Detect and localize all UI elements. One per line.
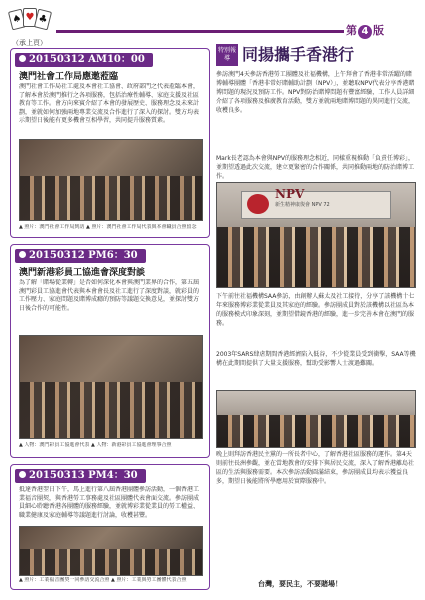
section-title: 澳門社會工作局應邀蒞臨 <box>19 72 119 82</box>
section-2 <box>10 244 210 458</box>
section-body: 為了解「賭場從業轉」是否如何深化本會與澳門業界的合作，第五屆澳門彩員工協進會代表與本會會長及社工進行了深度對談，就彩員的工作壓力、家庭問題及賭博成癮的預防等議題交換意見，並探討雙方日後合作的可能性。 <box>19 279 200 312</box>
section-body: 抵達香港翌日下午，馬上進行第八屆香港團體參訪活動，一個香港工業福音團契，與香港勞工事務處及社區團體代表會面交流。參訪團成員細心聆聽香港各團體的服務經驗，並就博彩業從業員的勞工權益、職業健康及家庭輔導等議題進行討論，收穫甚豐。 <box>19 486 200 519</box>
article-title: 同揚攜手香港行 <box>242 45 355 64</box>
header-rule <box>56 30 344 33</box>
club-card-icon: ♣ <box>34 9 52 31</box>
section-photo <box>19 526 203 576</box>
section-photo <box>19 139 203 221</box>
continued-label: （承上頁） <box>12 39 47 47</box>
sign-text: NPV <box>275 187 305 201</box>
section-1 <box>10 48 210 238</box>
section-title: 澳門新港彩員工協進會深度對談 <box>19 268 146 278</box>
page-prefix: 第 <box>346 24 357 37</box>
section-date: 20150313 PM4：30 <box>29 470 138 481</box>
special-report-badge: 特別報導 <box>216 44 238 66</box>
article-paragraph-1: 參訪澳門4天參訪香港勞工團體及社福機構，上午拜會了香港非常活躍的賭博輔導團體「香港非常好賭輔助計劃（NPV）」，並聽取NPV代表分享香港賭博問題的現況及預防工作。NPV對防治賭博問題有豐富經驗，工作人員詳細介紹了各項服務及推廣教育活動，雙方並就兩地賭博問題的異同進行交流，收穫良多。 <box>216 71 415 114</box>
bullet-dot-icon <box>19 471 26 478</box>
page-header <box>0 0 425 40</box>
page-suffix: 版 <box>373 24 384 37</box>
heart-card-icon: ♥ <box>23 8 37 27</box>
bullet-dot-icon <box>19 251 26 258</box>
npv-logo-icon <box>247 194 269 214</box>
playing-cards-logo <box>10 8 54 32</box>
section-date-bar <box>15 53 153 67</box>
npv-group-photo <box>216 182 416 288</box>
page-number-label <box>346 22 384 39</box>
group-photo-2 <box>216 390 416 448</box>
section-date-bar <box>15 249 146 263</box>
bullet-dot-icon <box>19 55 26 62</box>
section-photo <box>19 335 203 439</box>
section-3 <box>10 464 210 590</box>
article-paragraph-2: Mark長老認為本會與NPV的服務理念相近，同樣重視推動「負責任博彩」，並期望透過此次交流，建立更緊密的合作關係，共同推動兩地的防治賭博工作。 <box>216 155 415 180</box>
photo-caption: ▲ 照片：澳門社會工作局到訪 ▲ 照片：澳門社會工作局代表與本會職員合照留念 <box>19 224 197 230</box>
article-paragraph-5: 晚上則拜訪香港民主黨的一所長者中心，了解香港社區服務的運作。第4天則前往長洲參觀，並在當地教會的安排下與居民交流，深入了解香港離島社區的生活與服務需要。本次參訪活動圓滿結束，參訪團成員均表示獲益良多，期望日後能將所學應用於實際服務中。 <box>216 451 415 485</box>
article-paragraph-4: 2003年SARS肆虐期間香港經濟陷入低谷，不少從業員受到衝擊，SAA等機構在此期間提供了大量支援服務，幫助受影響人士渡過難關。 <box>216 351 416 367</box>
article-paragraph-3: 下午前往社福機構SAA參訪，由創辦人蘇太及社工接待，分享了該機構十七年來服務博彩業從業員及其家庭的經驗。參訪團成員對於該機構以社區為本的服務模式印象深刻，並期望借鏡香港的經驗，進一步完善本會在澳門的服務。 <box>216 293 415 327</box>
photo-caption: ▲ 人物：澳門彩員工協進會代表 ▲ 人物：新港彩員工協進會理事合照 <box>19 442 172 448</box>
photo-caption: ▲ 照片：工業福音團契一同參訪交流合照 ▲ 照片：工業與勞工團體代表合照 <box>19 577 187 583</box>
section-date-bar <box>15 469 146 483</box>
sign-subtext: 新生精神康復會 NPV 72 <box>275 202 330 208</box>
page-number: 4 <box>358 25 372 39</box>
slogan: 台灣，要民主，不要賭場！ <box>258 580 342 588</box>
spade-card-icon: ♠ <box>8 9 26 31</box>
section-body: 澳門社會工作局社工處及本會社工協會、政府部門之代表蒞臨本會，了解本會於澳門推行之各項服務，包括治療性輔導、家庭支援及社區教育等工作。會方向來賓介紹了本會的發展歷史、服務理念及未來計劃，並就如何加強兩地專業交流及合作進行了深入的探討。雙方均表示期望日後能有更多機會互相學習，共同提升服務質素。 <box>19 83 200 125</box>
section-date: 20150312 PM6：30 <box>29 250 138 261</box>
section-date: 20150312 AM10：00 <box>29 54 145 65</box>
